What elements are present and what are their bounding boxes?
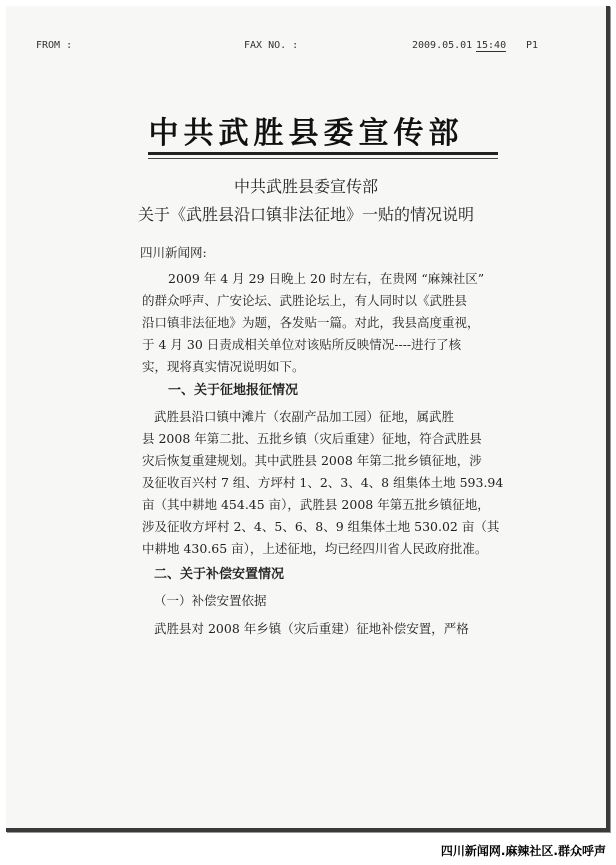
body-line: 灾后恢复重建规划。其中武胜县 2008 年第二批乡镇征地，涉 — [142, 453, 482, 468]
body-line: 于 4 月 30 日责成相关单位对该贴所反映情况----进行了核 — [142, 337, 462, 352]
body-line: 的群众呼声、广安论坛、武胜论坛上，有人同时以《武胜县 — [142, 293, 468, 308]
subsection-heading: （一）补偿安置依据 — [154, 593, 267, 608]
body-line: 2009 年 4 月 29 日晚上 20 时左右，在贵网 “麻辣社区” — [168, 271, 485, 286]
fax-number-label: FAX NO. : — [244, 40, 299, 51]
fax-page-number: P1 — [526, 40, 539, 51]
fax-date: 2009.05.01 — [412, 40, 473, 51]
letterhead-rule-thick — [148, 152, 498, 155]
fax-time: 15:40 — [476, 40, 507, 51]
fax-header — [36, 40, 576, 54]
body-line: 涉及征收方坪村 2、4、5、6、8、9 组集体土地 530.02 亩（其 — [142, 519, 500, 534]
section-heading-2: 二、关于补偿安置情况 — [154, 567, 285, 582]
fax-from-label: FROM : — [36, 40, 73, 51]
body-line: 中耕地 430.65 亩），上述征地，均已经四川省人民政府批准。 — [142, 541, 488, 556]
body-line: 县 2008 年第二批、五批乡镇（灾后重建）征地，符合武胜县 — [142, 431, 482, 446]
source-caption: 四川新闻网.麻辣社区.群众呼声 — [440, 844, 606, 858]
body-line: 武胜县沿口镇中滩片（农副产品加工园）征地，属武胜 — [154, 409, 455, 424]
document-subject: 关于《武胜县沿口镇非法征地》一贴的情况说明 — [137, 205, 474, 224]
body-line: 亩（其中耕地 454.45 亩），武胜县 2008 年第五批乡镇征地， — [142, 497, 490, 512]
body-line: 沿口镇非法征地》为题，各发贴一篇。对此，我县高度重视， — [142, 315, 480, 330]
letterhead-rule-thin — [148, 158, 498, 159]
salutation: 四川新闻网: — [140, 245, 207, 260]
letterhead-title: 中共武胜县委宣传部 — [148, 116, 464, 151]
document-issuer: 中共武胜县委宣传部 — [233, 177, 378, 196]
body-line: 武胜县对 2008 年乡镇（灾后重建）征地补偿安置，严格 — [154, 621, 469, 636]
document-body — [142, 268, 522, 688]
body-line: 及征收百兴村 7 组、方坪村 1、2、3、4、8 组集体土地 593.94 — [142, 475, 504, 490]
body-line: 实，现将真实情况说明如下。 — [142, 359, 305, 374]
section-heading-1: 一、关于征地报征情况 — [168, 383, 299, 398]
fax-page — [6, 6, 610, 832]
